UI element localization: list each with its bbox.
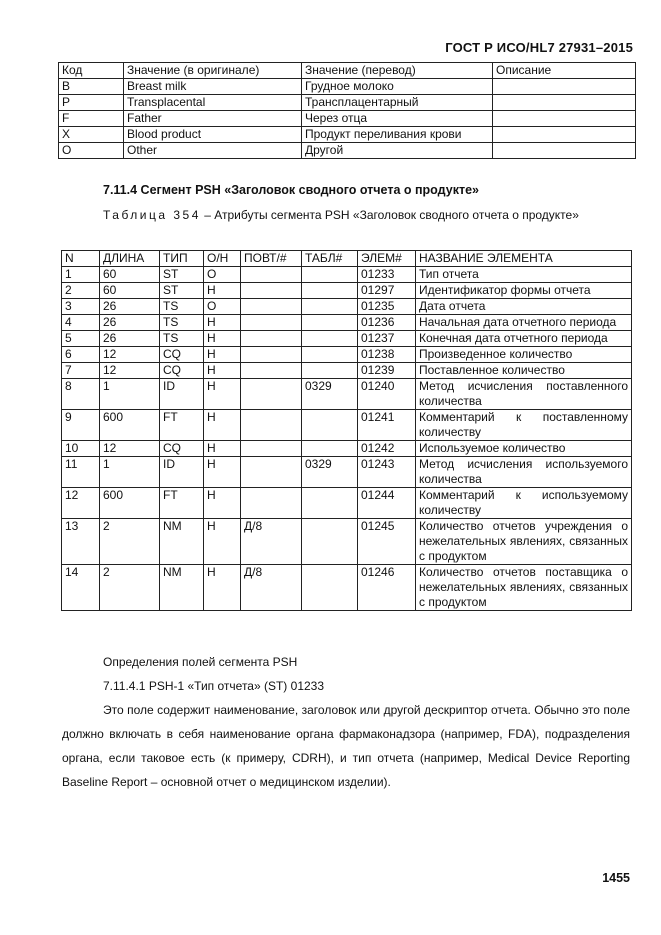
table-row bbox=[59, 111, 636, 127]
table-cell: TS bbox=[160, 299, 204, 315]
table-cell: 2 bbox=[62, 283, 100, 299]
table-cell: 01297 bbox=[358, 283, 416, 299]
table-cell: X bbox=[59, 127, 124, 143]
table-cell bbox=[493, 111, 636, 127]
table-cell: Father bbox=[124, 111, 302, 127]
table-cell: 01244 bbox=[358, 488, 416, 519]
column-header: N bbox=[62, 251, 100, 267]
table-cell: Н bbox=[204, 283, 241, 299]
table-cell bbox=[241, 457, 302, 488]
table-cell: CQ bbox=[160, 441, 204, 457]
table-cell: Д/8 bbox=[241, 519, 302, 565]
code-table bbox=[58, 62, 636, 159]
table-cell: Breast milk bbox=[124, 79, 302, 95]
table-cell: Начальная дата отчетного периода bbox=[416, 315, 632, 331]
table-row bbox=[59, 95, 636, 111]
table-row bbox=[62, 519, 632, 565]
table-cell: Поставленное количество bbox=[416, 363, 632, 379]
table-cell: Н bbox=[204, 347, 241, 363]
table-row bbox=[62, 283, 632, 299]
table-caption-text: – Атрибуты сегмента PSH «Заголовок сводного отчета о продукте» bbox=[200, 208, 579, 222]
column-header: ДЛИНА bbox=[100, 251, 160, 267]
table-row bbox=[62, 315, 632, 331]
table-cell: 10 bbox=[62, 441, 100, 457]
table-cell bbox=[241, 315, 302, 331]
table-cell bbox=[302, 519, 358, 565]
table-cell: Н bbox=[204, 315, 241, 331]
column-header: О/Н bbox=[204, 251, 241, 267]
table-cell: CQ bbox=[160, 347, 204, 363]
table-cell bbox=[241, 283, 302, 299]
table-header-row bbox=[62, 251, 632, 267]
table-cell bbox=[302, 299, 358, 315]
table-cell: 26 bbox=[100, 331, 160, 347]
table-cell: Продукт переливания крови bbox=[302, 127, 493, 143]
table-cell: F bbox=[59, 111, 124, 127]
table-cell: 600 bbox=[100, 488, 160, 519]
table-cell: 0329 bbox=[302, 457, 358, 488]
table-cell: FT bbox=[160, 410, 204, 441]
table-cell: 1 bbox=[100, 457, 160, 488]
table-cell bbox=[302, 331, 358, 347]
column-header: Значение (перевод) bbox=[302, 63, 493, 79]
table-caption bbox=[62, 205, 630, 226]
table-cell: Конечная дата отчетного периода bbox=[416, 331, 632, 347]
table-cell: Н bbox=[204, 457, 241, 488]
paragraph-field-definitions: Определения полей сегмента PSH bbox=[103, 655, 298, 669]
table-cell bbox=[241, 347, 302, 363]
table-cell: 12 bbox=[62, 488, 100, 519]
table-cell: Blood product bbox=[124, 127, 302, 143]
table-cell: P bbox=[59, 95, 124, 111]
table-cell: 01237 bbox=[358, 331, 416, 347]
table-cell bbox=[302, 283, 358, 299]
table-cell: Н bbox=[204, 488, 241, 519]
table-cell: O bbox=[59, 143, 124, 159]
column-header: ТАБЛ# bbox=[302, 251, 358, 267]
column-header: ПОВТ/# bbox=[241, 251, 302, 267]
table-row bbox=[62, 347, 632, 363]
table-cell: Произведенное количество bbox=[416, 347, 632, 363]
table-row bbox=[62, 565, 632, 611]
table-cell: Д/8 bbox=[241, 565, 302, 611]
table-cell: 01241 bbox=[358, 410, 416, 441]
table-cell bbox=[493, 127, 636, 143]
table-cell: 1 bbox=[62, 267, 100, 283]
table-cell: 01246 bbox=[358, 565, 416, 611]
table-row bbox=[62, 267, 632, 283]
table-cell bbox=[302, 441, 358, 457]
table-cell: O bbox=[204, 299, 241, 315]
table-cell: 2 bbox=[100, 519, 160, 565]
table-cell bbox=[241, 379, 302, 410]
table-cell: 60 bbox=[100, 267, 160, 283]
table-cell: Комментарий к используемому количеству bbox=[416, 488, 632, 519]
table-cell: CQ bbox=[160, 363, 204, 379]
attributes-table-header bbox=[62, 251, 632, 267]
table-cell: ST bbox=[160, 283, 204, 299]
table-cell bbox=[302, 363, 358, 379]
table-cell: Количество отчетов учреждения о нежелательных явлениях, связанных с продуктом bbox=[416, 519, 632, 565]
table-cell bbox=[241, 410, 302, 441]
table-row bbox=[62, 410, 632, 441]
table-cell: 1 bbox=[100, 379, 160, 410]
table-cell: Н bbox=[204, 410, 241, 441]
section-heading: 7.11.4 Сегмент PSH «Заголовок сводного отчета о продукте» bbox=[103, 183, 479, 197]
table-cell: NM bbox=[160, 565, 204, 611]
table-cell: Грудное молоко bbox=[302, 79, 493, 95]
table-cell bbox=[302, 347, 358, 363]
table-row bbox=[59, 79, 636, 95]
table-cell: 01242 bbox=[358, 441, 416, 457]
table-cell: Тип отчета bbox=[416, 267, 632, 283]
table-cell: 60 bbox=[100, 283, 160, 299]
table-row bbox=[59, 143, 636, 159]
table-cell bbox=[241, 267, 302, 283]
table-cell: Метод исчисления поставленного количества bbox=[416, 379, 632, 410]
table-cell: O bbox=[204, 267, 241, 283]
paragraph-field-heading: 7.11.4.1 PSH-1 «Тип отчета» (ST) 01233 bbox=[103, 679, 325, 693]
table-cell bbox=[493, 95, 636, 111]
table-cell: 14 bbox=[62, 565, 100, 611]
table-cell bbox=[241, 441, 302, 457]
table-cell: Дата отчета bbox=[416, 299, 632, 315]
table-cell: Н bbox=[204, 363, 241, 379]
table-cell: ID bbox=[160, 457, 204, 488]
table-cell: 12 bbox=[100, 363, 160, 379]
column-header: ТИП bbox=[160, 251, 204, 267]
table-cell: 01240 bbox=[358, 379, 416, 410]
code-table-body bbox=[59, 79, 636, 159]
paragraph-field-description: Это поле содержит наименование, заголовок или другой дескриптор отчета. Обычно это поле должно включать в себя наименование органа фармаконадзора (например, FDA), подразделения органа, если таковое есть (к примеру, CDRH), и тип отчета (например, Medical Device Reporting Baseline Report – основной отчет о медицинском изделии). bbox=[62, 703, 630, 789]
table-cell: TS bbox=[160, 315, 204, 331]
table-row bbox=[62, 441, 632, 457]
table-cell: 600 bbox=[100, 410, 160, 441]
table-cell: 5 bbox=[62, 331, 100, 347]
table-cell: 01236 bbox=[358, 315, 416, 331]
table-cell: Идентификатор формы отчета bbox=[416, 283, 632, 299]
table-cell: 12 bbox=[100, 347, 160, 363]
code-table-header bbox=[59, 63, 636, 79]
table-cell: Комментарий к поставленному количеству bbox=[416, 410, 632, 441]
table-cell: 01238 bbox=[358, 347, 416, 363]
table-cell bbox=[302, 410, 358, 441]
table-cell: ST bbox=[160, 267, 204, 283]
document-header: ГОСТ Р ИСО/HL7 27931–2015 bbox=[445, 40, 633, 55]
table-header-row bbox=[59, 63, 636, 79]
table-cell: Н bbox=[204, 441, 241, 457]
table-row bbox=[62, 457, 632, 488]
column-header: НАЗВАНИЕ ЭЛЕМЕНТА bbox=[416, 251, 632, 267]
table-cell: 3 bbox=[62, 299, 100, 315]
table-cell: 13 bbox=[62, 519, 100, 565]
attributes-table-body bbox=[62, 267, 632, 611]
table-cell: 26 bbox=[100, 299, 160, 315]
table-cell: Transplacental bbox=[124, 95, 302, 111]
table-cell bbox=[302, 565, 358, 611]
column-header: Значение (в оригинале) bbox=[124, 63, 302, 79]
table-row bbox=[62, 488, 632, 519]
table-cell bbox=[241, 331, 302, 347]
table-cell: TS bbox=[160, 331, 204, 347]
table-cell: ID bbox=[160, 379, 204, 410]
table-cell: 26 bbox=[100, 315, 160, 331]
table-cell bbox=[302, 488, 358, 519]
table-cell bbox=[493, 143, 636, 159]
table-cell bbox=[493, 79, 636, 95]
table-row bbox=[62, 363, 632, 379]
column-header: Код bbox=[59, 63, 124, 79]
table-cell bbox=[302, 267, 358, 283]
table-caption-label: Таблица 354 bbox=[103, 208, 201, 222]
table-cell: Через отца bbox=[302, 111, 493, 127]
table-cell: 8 bbox=[62, 379, 100, 410]
table-cell: Используемое количество bbox=[416, 441, 632, 457]
table-cell: 01239 bbox=[358, 363, 416, 379]
table-cell: 4 bbox=[62, 315, 100, 331]
table-cell: NM bbox=[160, 519, 204, 565]
table-cell: Н bbox=[204, 565, 241, 611]
table-cell: Н bbox=[204, 519, 241, 565]
table-cell: Н bbox=[204, 379, 241, 410]
table-row bbox=[59, 127, 636, 143]
page-number: 1455 bbox=[602, 871, 630, 885]
table-cell: Другой bbox=[302, 143, 493, 159]
table-cell: 6 bbox=[62, 347, 100, 363]
table-row bbox=[62, 331, 632, 347]
table-cell bbox=[241, 488, 302, 519]
table-cell: Количество отчетов поставщика о нежелательных явлениях, связанных с продуктом bbox=[416, 565, 632, 611]
column-header: ЭЛЕМ# bbox=[358, 251, 416, 267]
table-cell: 01233 bbox=[358, 267, 416, 283]
table-cell: 12 bbox=[100, 441, 160, 457]
table-cell: 01235 bbox=[358, 299, 416, 315]
table-cell: B bbox=[59, 79, 124, 95]
column-header: Описание bbox=[493, 63, 636, 79]
table-cell bbox=[241, 299, 302, 315]
table-cell: Метод исчисления используемого количества bbox=[416, 457, 632, 488]
table-cell: Н bbox=[204, 331, 241, 347]
table-cell bbox=[241, 363, 302, 379]
table-cell: Other bbox=[124, 143, 302, 159]
table-cell bbox=[302, 315, 358, 331]
table-cell: Трансплацентарный bbox=[302, 95, 493, 111]
table-cell: 0329 bbox=[302, 379, 358, 410]
attributes-table bbox=[61, 250, 632, 611]
table-cell: 01245 bbox=[358, 519, 416, 565]
table-cell: FT bbox=[160, 488, 204, 519]
table-cell: 01243 bbox=[358, 457, 416, 488]
table-cell: 9 bbox=[62, 410, 100, 441]
table-cell: 7 bbox=[62, 363, 100, 379]
table-row bbox=[62, 299, 632, 315]
table-row bbox=[62, 379, 632, 410]
table-cell: 2 bbox=[100, 565, 160, 611]
table-cell: 11 bbox=[62, 457, 100, 488]
